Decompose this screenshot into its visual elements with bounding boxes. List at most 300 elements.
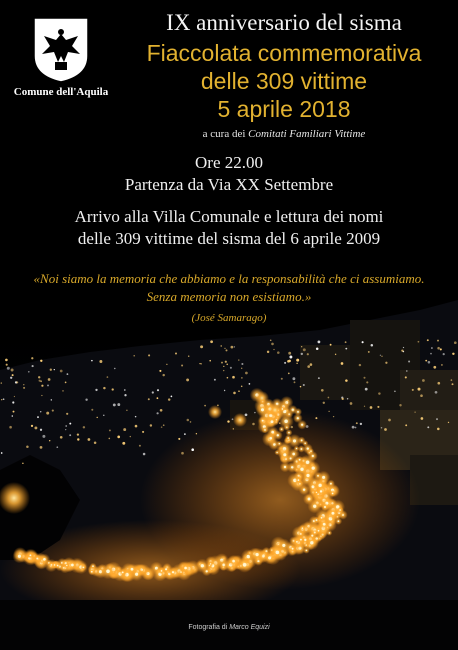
light-dot <box>245 372 248 375</box>
light-dot <box>420 394 423 397</box>
light-dot <box>241 363 243 365</box>
light-dot <box>300 468 303 471</box>
light-dot <box>427 339 429 341</box>
light-dot <box>57 565 59 567</box>
light-dot <box>378 392 380 394</box>
light-dot <box>405 424 407 426</box>
light-dot <box>321 517 323 519</box>
light-dot <box>40 360 42 362</box>
light-dot <box>12 374 14 376</box>
light-dot <box>91 571 93 573</box>
light-dot <box>381 427 383 429</box>
light-dot <box>10 377 12 379</box>
light-dot <box>356 422 358 424</box>
light-dot <box>135 425 138 428</box>
light-dot <box>299 459 301 461</box>
event-departure: Partenza da Via XX Settembre <box>124 175 334 194</box>
light-dot <box>316 348 319 351</box>
light-dot <box>380 355 381 356</box>
light-dot <box>9 426 12 429</box>
light-dot <box>300 386 302 388</box>
light-dot <box>304 443 305 444</box>
light-dot <box>187 419 190 422</box>
light-dot <box>437 382 440 385</box>
light-dot <box>91 409 93 411</box>
light-dot <box>91 360 93 362</box>
light-dot <box>161 426 163 428</box>
light-dot <box>431 347 433 349</box>
light-dot <box>122 572 124 574</box>
light-dot <box>62 390 63 391</box>
light-dot <box>435 391 438 394</box>
light-dot <box>412 389 414 391</box>
light-dot <box>85 399 87 401</box>
light-dot <box>223 366 224 367</box>
light-dot <box>42 435 45 438</box>
light-dot <box>188 355 189 356</box>
light-dot <box>26 445 29 448</box>
light-dot <box>186 378 189 381</box>
light-dot <box>88 438 91 441</box>
light-dot <box>297 417 299 419</box>
light-dot <box>210 340 213 343</box>
light-dot <box>49 440 50 441</box>
light-dot <box>313 505 316 508</box>
light-dot <box>171 396 173 398</box>
light-dot <box>330 344 332 346</box>
light-dot <box>448 422 449 423</box>
light-dot <box>34 426 37 429</box>
light-dot <box>310 363 313 366</box>
light-dot <box>243 563 247 567</box>
city-coat-of-arms-icon <box>30 16 92 84</box>
light-dot <box>241 386 243 388</box>
light-dot <box>352 426 355 429</box>
light-dot <box>200 363 202 365</box>
light-dot <box>175 353 177 355</box>
light-dot <box>303 488 305 490</box>
light-dot <box>339 509 341 511</box>
light-dot <box>264 429 266 431</box>
light-dot <box>422 379 425 382</box>
light-dot <box>341 362 344 365</box>
light-dot <box>135 416 137 418</box>
poster-title-anniversary: IX anniversario del sisma <box>166 10 402 35</box>
light-dot <box>284 466 286 468</box>
light-dot <box>123 428 126 431</box>
light-dot <box>271 343 274 346</box>
light-dot <box>181 364 183 366</box>
light-dot <box>47 384 49 386</box>
light-dot <box>291 466 293 468</box>
light-dot <box>196 433 197 434</box>
light-dot <box>37 416 39 418</box>
light-dot <box>276 452 277 453</box>
light-dot <box>345 348 347 350</box>
event-arrival-line1: Arrivo alla Villa Comunale e lettura dei nomi <box>74 207 384 226</box>
light-dot <box>66 413 68 415</box>
light-dot <box>401 349 403 351</box>
light-dot <box>267 351 269 353</box>
light-dot <box>233 428 234 429</box>
light-dot <box>232 376 235 379</box>
light-dot <box>109 429 111 431</box>
light-dot <box>281 428 282 429</box>
light-dot <box>117 403 120 406</box>
light-dot <box>301 346 302 347</box>
light-dot <box>282 544 285 547</box>
light-dot <box>322 476 325 479</box>
light-dot <box>368 351 370 353</box>
light-dot <box>362 341 364 343</box>
light-dot <box>77 438 79 440</box>
light-dot <box>166 364 167 365</box>
light-dot <box>162 374 164 376</box>
light-dot <box>414 411 415 412</box>
light-dot <box>261 408 264 411</box>
city-name-caption: Comune dell'Aquila <box>13 86 109 98</box>
light-dot <box>209 360 211 362</box>
light-dot <box>277 434 279 436</box>
light-dot <box>405 376 407 378</box>
light-dot <box>69 434 71 436</box>
light-dot <box>103 415 104 416</box>
light-dot <box>67 373 69 375</box>
light-dot <box>191 448 194 451</box>
light-dot <box>227 420 229 422</box>
light-dot <box>370 406 373 409</box>
light-dot <box>454 341 457 344</box>
light-dot <box>319 484 322 487</box>
light-dot <box>200 345 203 348</box>
light-dot <box>225 361 227 363</box>
light-dot <box>342 398 344 400</box>
light-dot <box>204 405 206 407</box>
light-dot <box>345 379 348 382</box>
curated-prefix: a cura dei <box>202 128 246 140</box>
light-dot <box>321 389 324 392</box>
light-dot <box>365 388 368 391</box>
light-dot <box>31 425 33 427</box>
light-dot <box>384 428 387 431</box>
event-arrival-line2: delle 309 vittime del sisma del 6 aprile 2009 <box>77 229 381 248</box>
light-dot <box>56 446 58 448</box>
light-dot <box>5 359 8 362</box>
light-dot <box>255 391 269 405</box>
light-dot <box>199 363 200 364</box>
light-dot <box>1 382 2 383</box>
light-dot <box>427 426 429 428</box>
light-dot <box>148 398 150 400</box>
photo-credit <box>0 624 458 631</box>
light-dot <box>83 426 85 428</box>
light-dot <box>364 406 365 407</box>
light-dot <box>302 528 303 529</box>
light-dot <box>107 376 109 378</box>
poster-title-victims: delle 309 vittime <box>200 68 368 94</box>
light-dot <box>131 568 134 571</box>
light-dot <box>316 519 318 521</box>
light-dot <box>165 568 167 570</box>
light-dot <box>332 512 335 515</box>
poster-title-date: 5 aprile 2018 <box>217 96 351 122</box>
light-dot <box>48 378 51 381</box>
light-dot <box>284 419 288 423</box>
light-dot <box>214 379 216 381</box>
light-dot <box>328 411 329 412</box>
light-dot <box>233 392 236 395</box>
light-dot <box>303 348 306 351</box>
light-dot <box>296 359 299 362</box>
light-dot <box>41 395 42 396</box>
light-dot <box>292 409 294 411</box>
light-dot <box>22 463 23 464</box>
quote-line1: «Noi siamo la memoria che abbiamo e la responsabilità che ci assumiamo. <box>33 271 425 286</box>
light-dot <box>95 389 97 391</box>
light-dot <box>233 413 247 427</box>
light-dot <box>308 498 311 501</box>
light-dot <box>1 399 2 400</box>
light-dot <box>32 365 34 367</box>
light-dot <box>440 348 442 350</box>
light-dot <box>133 355 135 357</box>
light-dot <box>296 541 298 543</box>
light-dot <box>65 429 66 430</box>
light-dot <box>323 402 325 404</box>
light-dot <box>310 541 313 544</box>
light-dot <box>437 428 440 431</box>
light-dot <box>281 378 283 380</box>
light-dot <box>220 345 221 346</box>
light-dot <box>296 363 297 364</box>
light-dot <box>328 397 330 399</box>
light-dot <box>297 411 299 413</box>
light-dot <box>441 364 443 366</box>
light-dot <box>54 369 55 370</box>
light-dot <box>288 360 291 363</box>
light-dot <box>443 353 445 355</box>
light-dot <box>83 567 85 569</box>
light-dot <box>65 425 67 427</box>
light-dot <box>360 423 362 425</box>
poster-title-fiaccolata: Fiaccolata commemorativa <box>146 40 422 66</box>
light-dot <box>428 361 431 364</box>
light-dot <box>363 377 365 379</box>
light-dot <box>268 403 282 417</box>
light-dot <box>190 421 192 423</box>
light-dot <box>142 431 144 433</box>
light-dot <box>289 356 292 359</box>
light-dot <box>385 362 387 364</box>
light-dot <box>288 352 291 355</box>
curated-organization: Comitati Familiari Vittime <box>248 128 366 140</box>
light-dot <box>12 401 14 403</box>
light-dot <box>315 417 317 419</box>
light-dot <box>301 448 303 450</box>
light-dot <box>388 419 391 422</box>
light-dot <box>18 555 21 558</box>
light-dot <box>271 420 274 423</box>
light-dot <box>12 415 14 417</box>
light-dot <box>28 371 30 373</box>
light-dot <box>23 387 25 389</box>
light-dot <box>347 398 348 399</box>
light-dot <box>406 370 408 372</box>
light-dot <box>124 389 126 391</box>
light-dot <box>178 438 180 440</box>
light-dot <box>294 381 296 383</box>
light-dot <box>161 570 163 572</box>
light-dot <box>232 560 235 563</box>
light-dot <box>156 412 158 414</box>
light-dot <box>452 353 454 355</box>
light-dot <box>152 391 154 393</box>
light-dot <box>254 412 255 413</box>
light-dot <box>437 340 439 342</box>
light-dot <box>122 442 125 445</box>
light-dot <box>311 535 313 537</box>
light-dot <box>350 402 353 405</box>
light-dot <box>430 353 432 355</box>
light-dot <box>223 370 224 371</box>
light-dot <box>234 346 235 347</box>
light-dot <box>139 445 141 447</box>
light-dot <box>13 411 15 413</box>
light-dot <box>268 556 271 559</box>
light-dot <box>112 388 114 390</box>
light-dot <box>38 376 40 378</box>
light-dot <box>421 417 424 420</box>
light-dot <box>307 365 310 368</box>
light-dot <box>46 412 49 415</box>
light-dot <box>256 553 259 556</box>
light-dot <box>436 418 438 420</box>
curated-by-line <box>110 128 458 140</box>
light-dot <box>65 382 67 384</box>
light-dot <box>52 410 54 412</box>
light-dot <box>312 467 315 470</box>
light-dot <box>103 387 105 389</box>
light-dot <box>66 565 67 566</box>
light-dot <box>31 357 33 359</box>
light-dot <box>11 369 14 372</box>
light-dot <box>60 436 63 439</box>
light-dot <box>96 417 97 418</box>
light-dot <box>241 377 242 378</box>
light-dot <box>50 369 52 371</box>
light-dot <box>210 563 211 564</box>
light-dot <box>301 424 303 426</box>
light-dot <box>23 384 24 385</box>
light-dot <box>231 346 234 349</box>
light-dot <box>184 567 187 570</box>
light-dot <box>7 367 10 370</box>
light-dot <box>318 341 321 344</box>
light-dot <box>303 384 305 386</box>
light-dot <box>160 409 163 412</box>
light-dot <box>241 368 242 369</box>
light-dot <box>92 565 94 567</box>
quote-author: (José Samarago) <box>191 312 267 324</box>
light-dot <box>288 373 290 375</box>
light-dot <box>143 453 146 456</box>
light-dot <box>293 439 296 442</box>
light-dot <box>310 451 311 452</box>
light-dot <box>355 427 357 429</box>
photo-credit-name: Marco Equizi <box>229 624 270 631</box>
light-dot <box>130 436 131 437</box>
light-dot <box>359 364 361 366</box>
light-dot <box>157 397 159 399</box>
light-dot <box>108 438 110 440</box>
light-dot <box>324 506 326 508</box>
light-dot <box>114 368 115 369</box>
event-time: Ore 22.00 <box>195 153 263 172</box>
light-dot <box>270 340 272 342</box>
light-dot <box>40 411 41 412</box>
light-dot <box>30 554 32 556</box>
light-dot <box>43 558 46 561</box>
light-dot <box>227 377 229 379</box>
light-dot <box>77 433 79 435</box>
light-dot <box>94 442 97 445</box>
light-dot <box>249 383 251 385</box>
light-dot <box>150 424 152 426</box>
light-dot <box>14 396 15 397</box>
light-dot <box>399 404 401 406</box>
light-dot <box>335 354 336 355</box>
quote-line2: Senza memoria non esistiamo.» <box>146 289 312 304</box>
light-dot <box>318 530 320 532</box>
light-dot <box>117 436 120 439</box>
light-dot <box>298 479 300 481</box>
light-dot <box>113 403 116 406</box>
light-dot <box>332 493 334 495</box>
light-dot <box>124 394 126 396</box>
light-dot <box>301 353 303 355</box>
light-dot <box>238 390 240 392</box>
light-dot <box>181 452 184 455</box>
light-dot <box>180 571 181 572</box>
light-dot <box>224 390 225 391</box>
light-dot <box>290 457 292 459</box>
light-dot <box>371 344 374 347</box>
light-dot <box>452 383 454 385</box>
light-dot <box>252 423 255 426</box>
light-dot <box>159 370 161 372</box>
light-dot <box>418 388 421 391</box>
light-dot <box>377 406 379 408</box>
light-dot <box>270 437 273 440</box>
light-dot <box>273 349 274 350</box>
light-dot <box>394 390 396 392</box>
light-dot <box>300 539 302 541</box>
light-dot <box>40 429 42 431</box>
light-dot <box>288 432 290 434</box>
light-dot <box>71 564 74 567</box>
light-dot <box>433 366 436 369</box>
light-dot <box>157 389 159 391</box>
light-dot <box>51 399 52 400</box>
light-dot <box>238 359 239 360</box>
light-dot <box>284 362 286 364</box>
light-dot <box>40 446 43 449</box>
light-dot <box>16 381 18 383</box>
light-dot <box>148 354 150 356</box>
light-dot <box>163 424 165 426</box>
light-dot <box>201 564 204 567</box>
light-dot <box>40 380 42 382</box>
